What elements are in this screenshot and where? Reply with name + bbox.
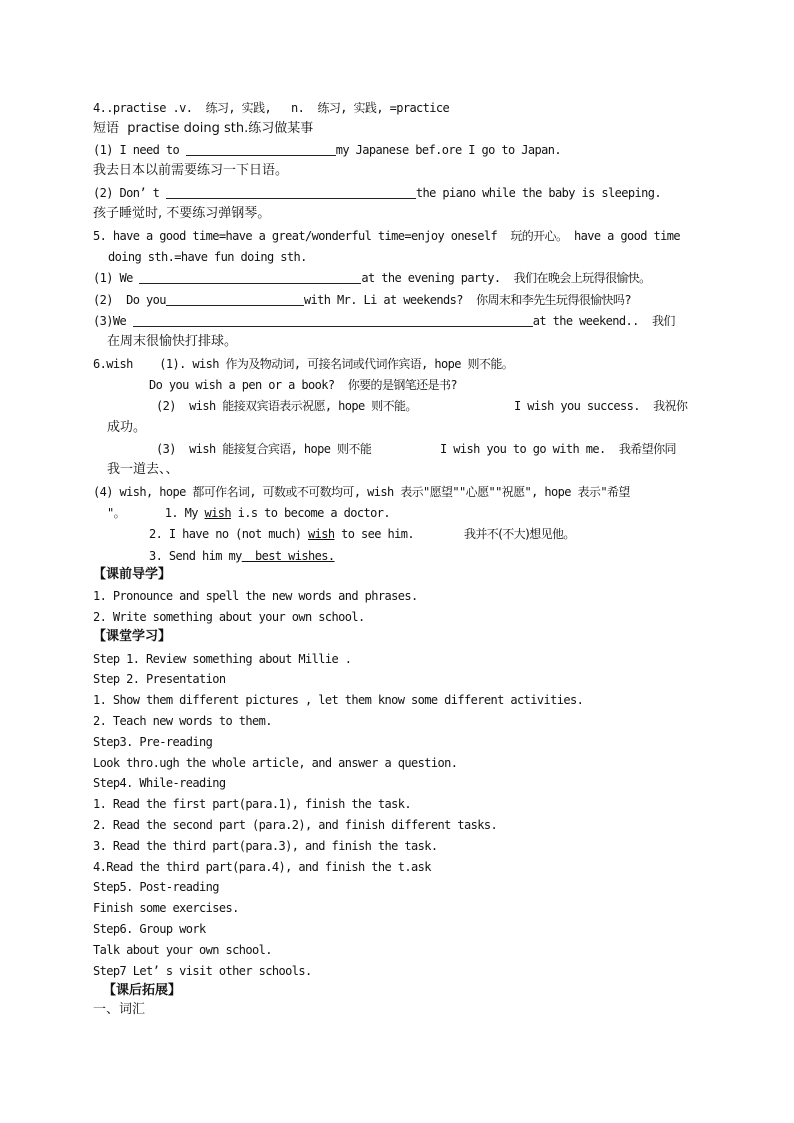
pre-study-line2: 2. Write something about your own school. — [93, 610, 365, 624]
class-line: Talk about your own school. — [93, 943, 272, 957]
item4-title: 4..practise .v. 练习, 实践, n. 练习, 实践, =practice — [93, 101, 450, 115]
item6-line8 — [107, 505, 390, 521]
item6-line4: 成功。 — [107, 420, 147, 435]
class-line: 4.Read the third part(para.4), and finish the t.ask — [93, 860, 431, 874]
item6-line10 — [149, 548, 335, 564]
pre-study-line1: 1. Pronounce and spell the new words and phrases. — [93, 589, 418, 603]
item5-ex3 — [93, 313, 675, 329]
class-line: 2. Teach new words to them. — [93, 714, 272, 728]
item4-phrase: 短语 practise doing sth.练习做某事 — [93, 121, 314, 136]
class-line: Step5. Post-reading — [93, 880, 219, 894]
item4-ex2 — [93, 185, 661, 201]
item5-title-cont: doing sth.=have fun doing sth. — [108, 250, 307, 264]
line8-prefix: "。 1. My — [107, 506, 205, 520]
item6-line7: (4) wish, hope 都可作名词, 可数或不可数均可, wish 表示"愿望""心愿""祝愿", hope 表示"希望 — [93, 485, 630, 499]
class-line: Step4. While-reading — [93, 776, 226, 790]
line10-prefix: 3. Send him my — [149, 549, 242, 563]
line9-suffix: to see him. — [334, 527, 414, 541]
item6-line9 — [149, 526, 414, 542]
class-line: Finish some exercises. — [93, 901, 239, 915]
ex1-prefix: (1) We — [93, 271, 140, 285]
item6-line6: 我一道去、、 — [107, 462, 179, 477]
item6-line1: 6.wish (1). wish 作为及物动词, 可接名词或代词作宾语, hope 则不能。 — [93, 357, 514, 371]
class-line: Look thro.ugh the whole article, and answer a question. — [93, 756, 458, 770]
item5-ex2 — [93, 292, 631, 308]
vocabulary-subheading: 一、词汇 — [93, 1002, 146, 1017]
underlined-word: wish — [308, 527, 335, 541]
ex1-suffix: at the evening party. 我们在晚会上玩得很愉快。 — [361, 271, 651, 285]
class-line: 2. Read the second part (para.2), and finish different tasks. — [93, 818, 498, 832]
ex1-prefix: (1) I need to — [93, 143, 186, 157]
line8-suffix: i.s to become a doctor. — [231, 506, 391, 520]
class-line: Step3. Pre-reading — [93, 735, 213, 749]
ex2-suffix: the piano while the baby is sleeping. — [415, 186, 661, 200]
class-line: Step7 Let’ s visit other schools. — [93, 964, 312, 978]
item6-line3b: I wish you success. 我祝你 — [514, 399, 688, 413]
class-line: 1. Read the first part(para.1), finish the task. — [93, 797, 411, 811]
item6-line5b: I wish you to go with me. 我希望你同 — [440, 442, 676, 456]
after-class-heading: 【课后拓展】 — [103, 983, 182, 998]
item4-ex2-cn: 孩子睡觉时, 不要练习弹钢琴。 — [93, 206, 271, 221]
class-line: Step 2. Presentation — [93, 672, 226, 686]
class-line: Step6. Group work — [93, 922, 206, 936]
class-study-heading: 【课堂学习】 — [93, 629, 172, 644]
answer-blank[interactable] — [166, 292, 304, 306]
ex1-suffix: my Japanese bef.ore I go to Japan. — [335, 143, 561, 157]
ex2-prefix: (2) Don’ t — [93, 186, 166, 200]
item6-line5a: (3) wish 能接复合宾语, hope 则不能 — [156, 442, 372, 456]
item4-ex1-cn: 我去日本以前需要练习一下日语。 — [93, 163, 289, 178]
item4-ex1 — [93, 142, 561, 158]
line9-prefix: 2. I have no (not much) — [149, 527, 308, 541]
answer-blank[interactable] — [186, 142, 336, 156]
item5-title: 5. have a good time=have a great/wonderful time=enjoy oneself 玩的开心。 have a good time — [93, 229, 680, 243]
class-line: 1. Show them different pictures , let them know some different activities. — [93, 693, 584, 707]
pre-study-heading: 【课前导学】 — [93, 567, 172, 582]
ex2-prefix: (2) Do you — [93, 293, 166, 307]
ex3-prefix: (3)We — [93, 314, 133, 328]
item6-line9-cn: 我并不(不大)想见他。 — [464, 527, 575, 541]
underlined-phrase: best wishes. — [241, 549, 335, 563]
item6-line2: Do you wish a pen or a book? 你要的是钢笔还是书? — [149, 378, 457, 392]
ex3-suffix: at the weekend.. 我们 — [532, 314, 675, 328]
answer-blank[interactable] — [166, 185, 416, 199]
underlined-word: wish — [204, 506, 232, 520]
item5-ex3-cn: 在周末很愉快打排球。 — [107, 334, 238, 349]
item5-ex1 — [93, 270, 651, 286]
class-line: Step 1. Review something about Millie . — [93, 652, 352, 666]
item6-line3a: (2) wish 能接双宾语表示祝愿, hope 则不能。 — [156, 399, 417, 413]
answer-blank[interactable] — [139, 270, 361, 284]
answer-blank[interactable] — [133, 313, 533, 327]
ex2-suffix: with Mr. Li at weekends? 你周末和李先生玩得很愉快吗? — [303, 293, 631, 307]
class-line: 3. Read the third part(para.3), and finish the task. — [93, 839, 438, 853]
